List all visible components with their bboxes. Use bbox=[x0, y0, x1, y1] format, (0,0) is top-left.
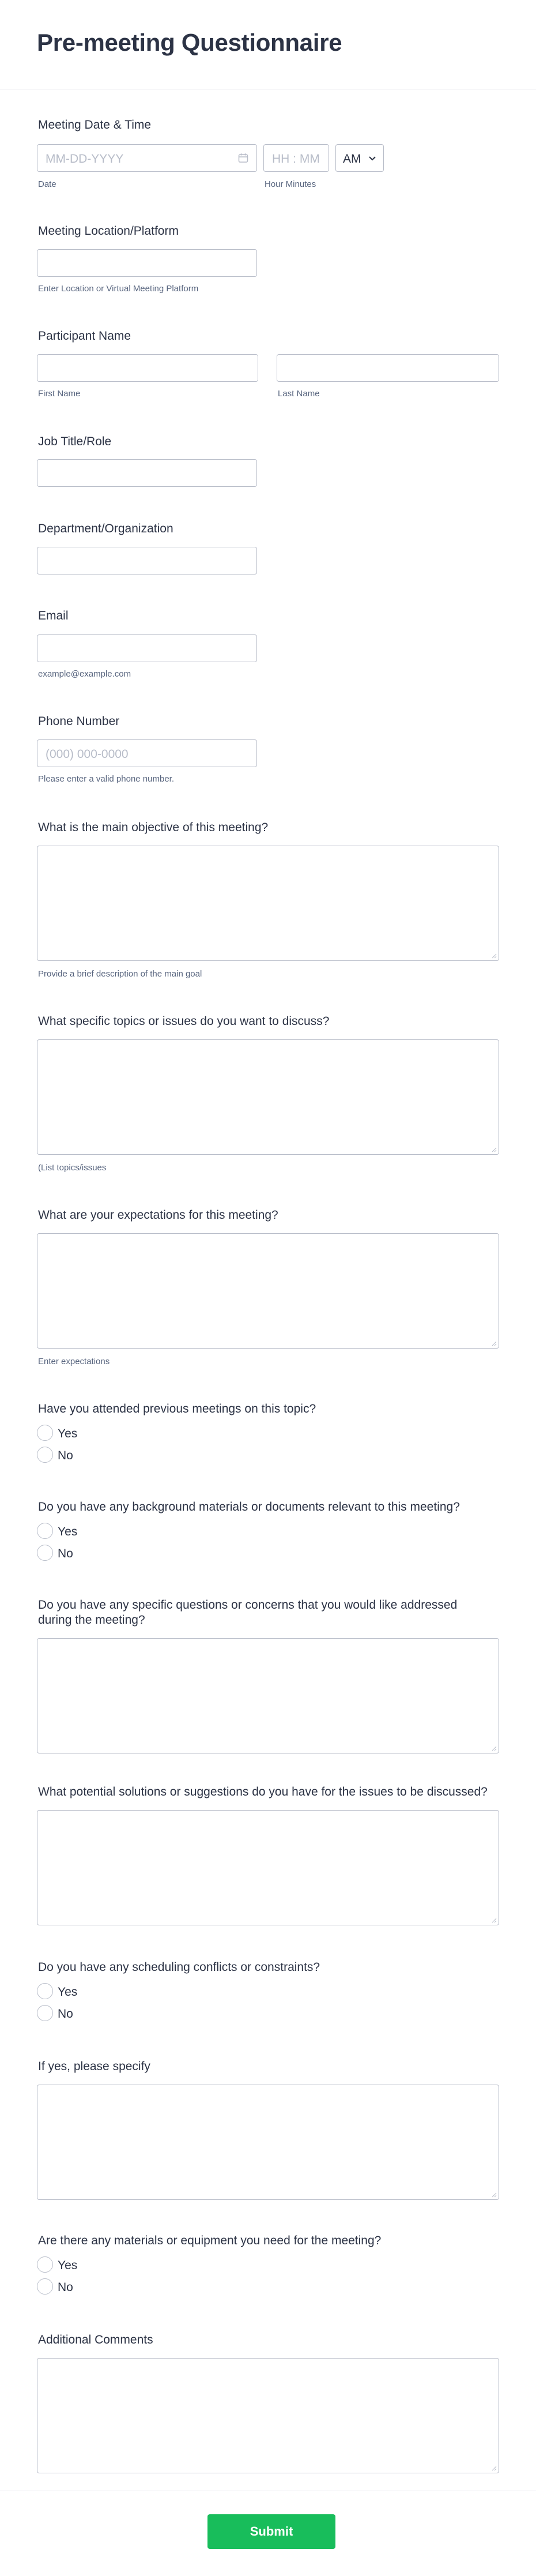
equipment-yes-label[interactable]: Yes bbox=[58, 2259, 78, 2272]
equipment-no-radio[interactable] bbox=[37, 2278, 53, 2295]
email-sublabel: example@example.com bbox=[38, 669, 131, 679]
conflicts-label: Do you have any scheduling conflicts or constraints? bbox=[38, 1961, 320, 1974]
materials-docs-no-label[interactable]: No bbox=[58, 1547, 73, 1560]
resize-grip-icon[interactable] bbox=[491, 1340, 497, 1346]
time-sublabel: Hour Minutes bbox=[265, 179, 316, 189]
date-time-label: Meeting Date & Time bbox=[38, 118, 152, 132]
participant-label: Participant Name bbox=[38, 329, 131, 343]
location-label: Meeting Location/Platform bbox=[38, 224, 179, 238]
expectations-textarea[interactable] bbox=[37, 1233, 499, 1349]
previous-no-radio[interactable] bbox=[37, 1447, 53, 1463]
equipment-label: Are there any materials or equipment you need for the meeting? bbox=[38, 2234, 382, 2247]
email-label: Email bbox=[38, 609, 69, 622]
calendar-icon[interactable] bbox=[238, 153, 248, 163]
page-title: Pre-meeting Questionnaire bbox=[37, 29, 342, 56]
comments-textarea[interactable] bbox=[37, 2358, 499, 2473]
expectations-sublabel: Enter expectations bbox=[38, 1357, 110, 1366]
materials-docs-no-radio[interactable] bbox=[37, 1545, 53, 1561]
date-input[interactable] bbox=[37, 144, 257, 172]
location-input[interactable] bbox=[37, 249, 257, 277]
topics-label: What specific topics or issues do you want to discuss? bbox=[38, 1015, 330, 1028]
topics-textarea[interactable] bbox=[37, 1039, 499, 1155]
resize-grip-icon[interactable] bbox=[491, 953, 497, 959]
ampm-select[interactable] bbox=[335, 144, 384, 172]
questions-label-line1: Do you have any specific questions or concerns that you would like addressed bbox=[38, 1598, 458, 1612]
resize-grip-icon[interactable] bbox=[491, 1147, 497, 1152]
resize-grip-icon[interactable] bbox=[491, 1917, 497, 1923]
resize-grip-icon[interactable] bbox=[491, 1745, 497, 1751]
phone-placeholder: (000) 000-0000 bbox=[46, 748, 129, 761]
materials-docs-yes-label[interactable]: Yes bbox=[58, 1525, 78, 1538]
comments-label: Additional Comments bbox=[38, 2333, 153, 2346]
objective-textarea[interactable] bbox=[37, 846, 499, 961]
previous-label: Have you attended previous meetings on this topic? bbox=[38, 1402, 316, 1415]
questions-label-line2: during the meeting? bbox=[38, 1613, 145, 1627]
solutions-textarea[interactable] bbox=[37, 1810, 499, 1925]
previous-yes-radio[interactable] bbox=[37, 1425, 53, 1441]
location-sublabel: Enter Location or Virtual Meeting Platform bbox=[38, 284, 199, 294]
materials-docs-label: Do you have any background materials or documents relevant to this meeting? bbox=[38, 1500, 460, 1514]
last-name-sublabel: Last Name bbox=[278, 389, 320, 399]
conflicts-yes-label[interactable]: Yes bbox=[58, 1985, 78, 1999]
conflicts-no-label[interactable]: No bbox=[58, 2007, 73, 2021]
topics-sublabel: (List topics/issues bbox=[38, 1163, 107, 1173]
equipment-yes-radio[interactable] bbox=[37, 2256, 53, 2273]
department-input[interactable] bbox=[37, 547, 257, 574]
objective-label: What is the main objective of this meeting? bbox=[38, 821, 269, 834]
department-label: Department/Organization bbox=[38, 522, 173, 535]
expectations-label: What are your expectations for this meeting? bbox=[38, 1208, 278, 1222]
job-title-label: Job Title/Role bbox=[38, 435, 112, 448]
materials-docs-yes-radio[interactable] bbox=[37, 1523, 53, 1539]
questions-textarea[interactable] bbox=[37, 1638, 499, 1753]
date-placeholder: MM-DD-YYYY bbox=[46, 152, 124, 166]
resize-grip-icon[interactable] bbox=[491, 2192, 497, 2198]
time-placeholder: HH : MM bbox=[272, 152, 320, 166]
job-title-input[interactable] bbox=[37, 459, 257, 487]
last-name-input[interactable] bbox=[277, 354, 499, 382]
conflicts-yes-radio[interactable] bbox=[37, 1983, 53, 1999]
first-name-sublabel: First Name bbox=[38, 389, 81, 399]
previous-no-label[interactable]: No bbox=[58, 1449, 73, 1462]
chevron-down-icon bbox=[368, 155, 376, 163]
resize-grip-icon[interactable] bbox=[491, 2465, 497, 2471]
objective-sublabel: Provide a brief description of the main goal bbox=[38, 969, 202, 979]
phone-sublabel: Please enter a valid phone number. bbox=[38, 774, 174, 784]
specify-textarea[interactable] bbox=[37, 2085, 499, 2200]
specify-label: If yes, please specify bbox=[38, 2060, 150, 2073]
phone-label: Phone Number bbox=[38, 715, 120, 728]
equipment-no-label[interactable]: No bbox=[58, 2281, 73, 2294]
conflicts-no-radio[interactable] bbox=[37, 2005, 53, 2021]
ampm-value: AM bbox=[343, 152, 361, 166]
email-input[interactable] bbox=[37, 634, 257, 662]
time-input[interactable] bbox=[263, 144, 329, 172]
date-sublabel: Date bbox=[38, 179, 56, 189]
solutions-label: What potential solutions or suggestions do you have for the issues to be discussed? bbox=[38, 1785, 488, 1798]
phone-input[interactable] bbox=[37, 739, 257, 767]
form-header bbox=[0, 0, 536, 89]
first-name-input[interactable] bbox=[37, 354, 258, 382]
previous-yes-label[interactable]: Yes bbox=[58, 1427, 78, 1440]
submit-button[interactable]: Submit bbox=[207, 2514, 335, 2549]
